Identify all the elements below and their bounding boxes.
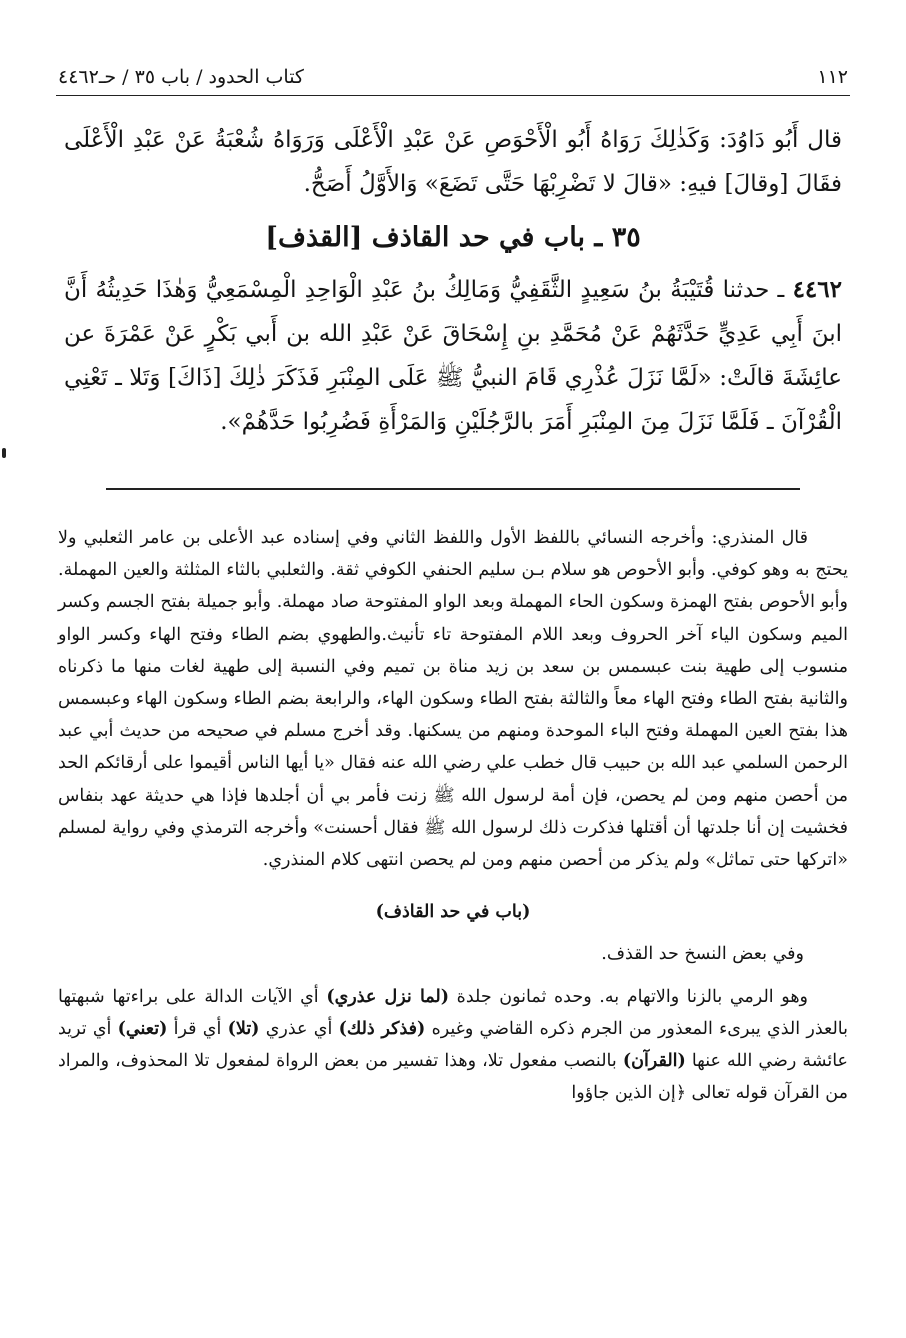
- commentary-chapter-title: (باب في حد القاذف): [375, 902, 531, 923]
- explanation-text: أي عذري: [259, 1018, 339, 1039]
- header-rule: [56, 95, 850, 96]
- explanation-text: أي قرأ: [167, 1018, 228, 1039]
- lemma: (تعني): [117, 1018, 168, 1039]
- mundhiri-commentary: قال المنذري: وأخرجه النسائي باللفظ الأول واللفظ الثاني وفي إسناده عبد الأعلى بن عامر الثعلبي ولا يحتج به وهو كوفي. وأبو الأحوص هو سلام بـن سليم الحنفي الكوفي ثقة. والثعلبي بالثاء المثلثة والعين المهملة. وأبو الأحوص بفتح الهمزة وسكون الحاء المهملة وبعد الواو المفتوحة صاد مهملة. وأبو جميلة بفتح الجسم وكسر الميم وسكون الياء آخر الحروف وبعد اللام المفتوحة تاء تأنيث.والطهوي بضم الطاء وفتح الهاء وكسر الواو منسوب إلى طهية بنت عبسمس بن سعد بن زيد مناة بن تميم وفي النسبة إلى طهية لغات منها ما ذكرناه والثانية بفتح الطاء وفتح الهاء معاً والثالثة بفتح الطاء وسكون الهاء، والرابعة بضم الطاء وسكون الهاء وعبسمس هذا بفتح العين المهملة وفتح الباء الموحدة ومنهم من يسكنها. وقد أخرج مسلم في صحيحه من حديث أبي عبد الرحمن السلمي عبد الله بن حبيب قال خطب علي رضي الله عنه فقال «يا أيها الناس أقيموا على أرقائكم الحد من أحصن منهم ومن لم يحصن، فإن أمة لرسول الله ﷺ زنت فأمر بي أن أجلدها فإذا هي حديثة عهد بنفاس فخشيت إن أنا جلدتها أن أقتلها فذكرت ذلك لرسول الله ﷺ فقال أحسنت» وأخرجه الترمذي وفي رواية لمسلم «اتركها حتى تماثل» ولم يذكر من أحصن منهم ومن لم يحصن انتهى كلام المنذري.: [58, 528, 848, 871]
- chapter-title: ٣٥ ـ باب في حد القاذف [القذف]: [265, 222, 641, 253]
- hadith-text: ـ حدثنا قُتَيْبَةُ بنُ سَعِيدٍ الثَّقَفِيُّ وَمَالِكُ بنُ عَبْدِ الْوَاحِدِ الْمِسْمَعِيُّ وَهٰذَا حَدِيثُهُ أَنَّ ابنَ أَبِي عَدِيٍّ حَدَّثَهُمْ عَنْ مُحَمَّدِ بنِ إِسْحَاقَ عَنْ عَبْدِ الله بن أَبي بَكْرٍ عَنْ عَمْرَةَ عن عائِشَةَ قالَتْ: «لَمَّا نَزَلَ عُذْرِي قَامَ النبيُّ ﷺ عَلَى المِنْبَرِ فَذَكَرَ ذٰلِكَ [ذَاكَ] وَتَلا ـ تَعْنِي الْقُرْآنَ ـ فَلَمَّا نَزَلَ مِنَ المِنْبَرِ أَمَرَ بالرَّجُلَيْنِ وَالمَرْأَةِ فَضُرِبُوا حَدَّهُمْ».: [64, 277, 842, 435]
- variant-note: وفي بعض النسخ حد القذف.: [601, 944, 804, 965]
- lemma: (تلا): [227, 1018, 260, 1039]
- commentary: [58, 522, 848, 1109]
- hadith-number: ٤٤٦٢: [792, 276, 842, 303]
- page-header: [58, 62, 848, 92]
- explanation-text: أي الآيات الدالة على براءتها شبهتها بالعذر الذي يبرىء المعذور من الجرم ذكره القاضي وغيره: [58, 986, 848, 1039]
- running-title: كتاب الحدود / باب ٣٥ / حـ٤٤٦٢: [58, 66, 304, 88]
- lemma: (فذكر ذلك): [338, 1018, 426, 1039]
- hadith-paragraph: [64, 268, 842, 444]
- abu-dawud-note: قال أَبُو دَاوُدَ: وَكَذٰلِكَ رَوَاهُ أَبُو الْأَحْوَصِ عَنْ عَبْدِ الْأَعْلَى وَرَوَاهُ شُعْبَةُ عَنْ عَبْدِ الْأَعْلَى فقَالَ [وقالَ] فيهِ: «قالَ لا تَضْرِبْهَا حَتَّى تَضَعَ» وَالأَوَّلُ أَصَحُّ.: [64, 127, 842, 197]
- explanation-paragraph: [58, 981, 848, 1110]
- main-text: [64, 118, 842, 444]
- explanation-text: أي تريد عائشة رضي الله عنها: [58, 1018, 849, 1072]
- explanation-text: بالنصب مفعول تلا، وهذا تفسير من بعض الرواة لمفعول تلا المحذوف، والمراد من القرآن قوله تعالى ﴿إن الذين جاؤوا: [58, 1051, 848, 1104]
- lemma: (لما نزل عذري): [326, 986, 450, 1007]
- explanation-text: وهو الرمي بالزنا والاتهام به. وحده ثمانون جلدة: [449, 986, 809, 1007]
- page-number: ١١٢: [817, 66, 848, 88]
- margin-mark: [2, 448, 6, 458]
- footnote-separator: [106, 488, 800, 490]
- lemma: (القرآن): [622, 1051, 686, 1072]
